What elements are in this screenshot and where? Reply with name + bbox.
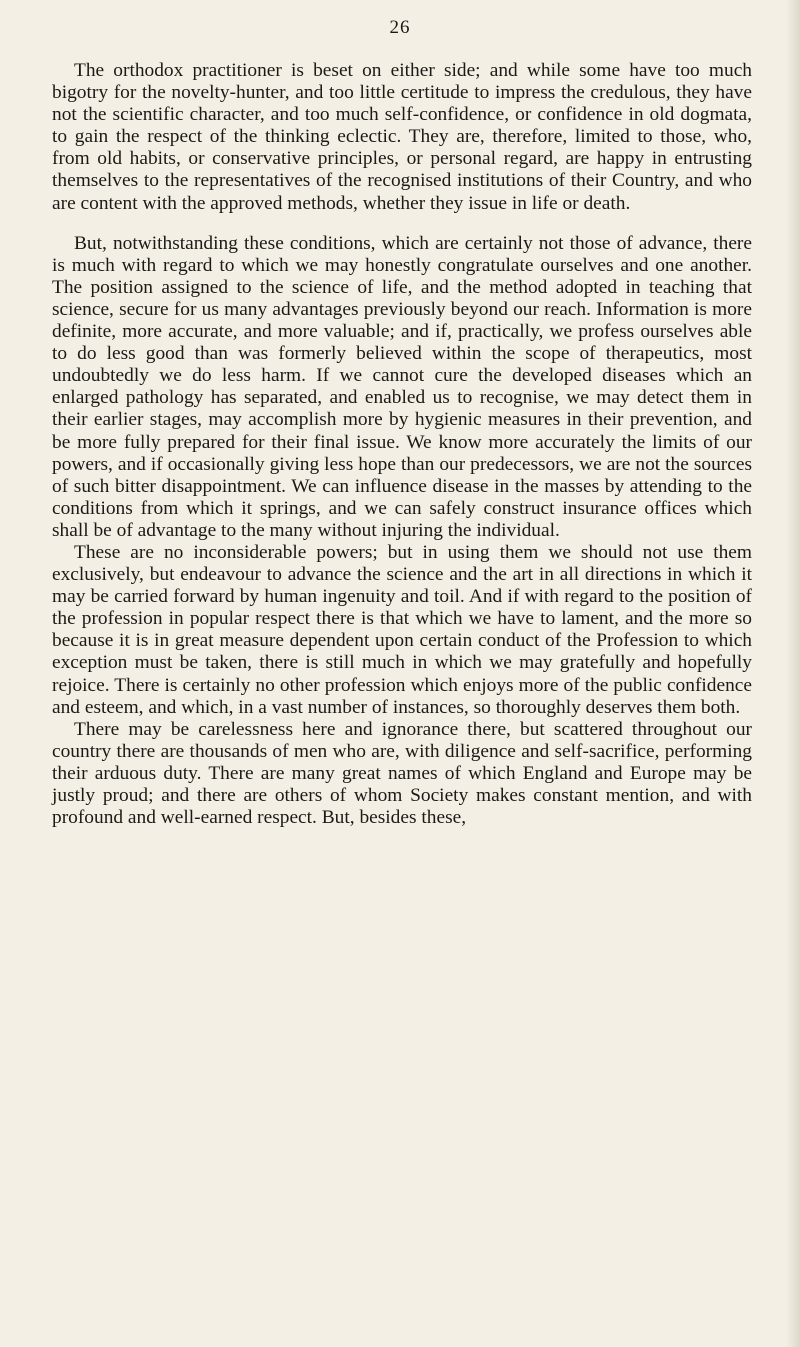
paragraph-1: The orthodox practitioner is beset on either side; and while some have too much bigotry for the novelty-hunter, and too little certitude to impress the credulous, they have not the scientific character, and too much self-confidence, or confidence in old dogmata, to gain the respect of the thinking eclectic. They are, therefore, limited to those, who, from old habits, or conservative principles, or personal regard, are happy in entrusting themselves to the representatives of the recognised institutions of their Country, and who are content with the approved methods, whether they issue in life or death. (52, 60, 752, 214)
paragraph-2: But, notwithstanding these conditions, which are certainly not those of advance, there is much with regard to which we may honestly congratulate ourselves and one another. The position assigned to the science of life, and the method adopted in teaching that science, secure for us many advantages previously beyond our reach. Information is more definite, more accurate, and more valuable; and if, practically, we profess ourselves able to do less good than was formerly believed within the scope of therapeutics, most undoubtedly we do less harm. If we cannot cure the developed diseases which an enlarged pathology has separated, and enabled us to recognise, we may detect them in their earlier stages, may accomplish more by hygienic measures in their prevention, and be more fully prepared for their final issue. We know more accurately the limits of our powers, and if occasionally giving less hope than our predecessors, we are not the sources of such bitter disappointment. We can influence disease in the masses by attending to the conditions from which it springs, and we can safely construct insurance offices which shall be of advantage to the many without injuring the individual. (52, 232, 752, 541)
page-edge-shadow (786, 0, 800, 1347)
paragraph-4: There may be carelessness here and ignorance there, but scattered throughout our country there are thousands of men who are, with diligence and self-sacrifice, performing their arduous duty. There are many great names of which England and Europe may be justly proud; and there are others of whom Society makes constant mention, and with profound and well-earned respect. But, besides these, (52, 718, 752, 829)
body-text (52, 60, 752, 829)
page-number: 26 (389, 17, 411, 38)
paragraph-3: These are no inconsiderable powers; but in using them we should not use them exclusively, but endeavour to advance the science and the art in all directions in which it may be carried forward by human ingenuity and toil. And if with regard to the position of the profession in popular respect there is that which we have to lament, and the more so because it is in great measure dependent upon certain conduct of the Profession to which exception must be taken, there is still much in which we may gratefully and hopefully rejoice. There is certainly no other profession which enjoys more of the public confidence and esteem, and which, in a vast number of instances, so thoroughly deserves them both. (52, 541, 752, 718)
